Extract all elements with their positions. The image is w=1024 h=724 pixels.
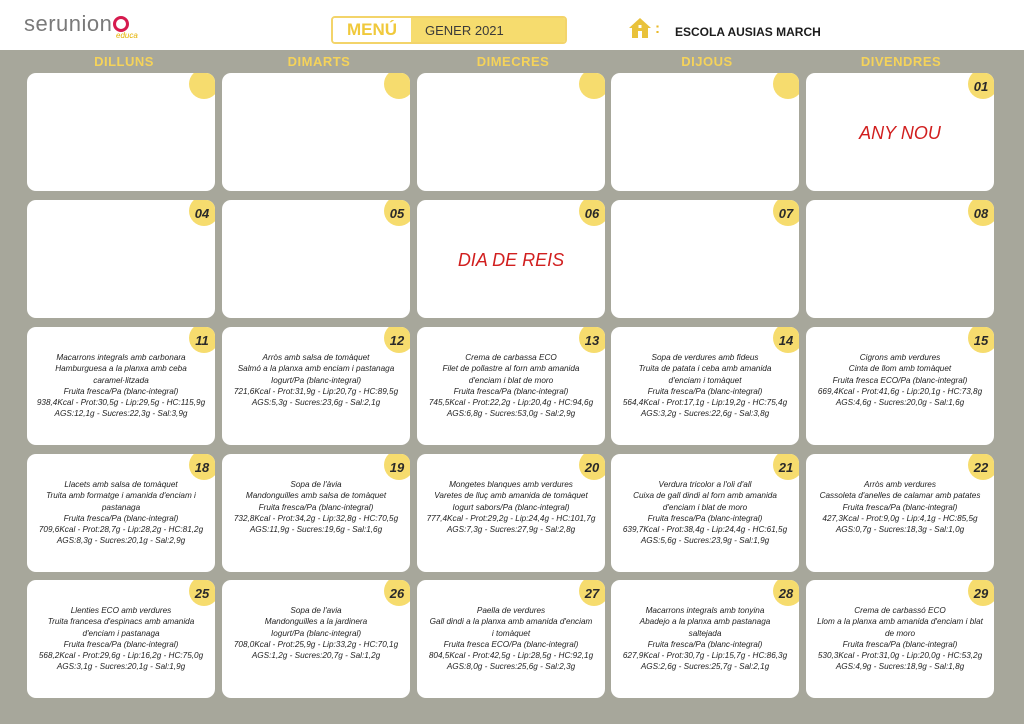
menu-line: AGS:3,1g - Sucres:20,1g - Sal:1,9g: [56, 662, 186, 672]
logo-mark-icon: [113, 16, 129, 32]
menu-line: 564,4Kcal - Prot:17,1g - Lip:19,2g - HC:75,4g: [622, 398, 788, 408]
day-number: 22: [973, 459, 989, 475]
menu-line: Llenties ECO amb verdures: [70, 606, 172, 615]
day-cell: [417, 580, 605, 698]
day-number-badge: [189, 200, 215, 226]
day-number: 01: [973, 78, 989, 94]
menu-line: AGS:5,3g - Sucres:23,6g - Sal:2,1g: [251, 398, 381, 408]
menu-line: Hamburguesa a la planxa amb ceba: [55, 364, 187, 374]
day-number-badge: [384, 580, 410, 606]
menu-line: de moro: [884, 628, 916, 638]
day-number-badge: [968, 200, 994, 226]
day-cell: [611, 454, 799, 572]
menu-text: [226, 479, 406, 535]
school-name: ESCOLA AUSIAS MARCH: [675, 25, 821, 39]
day-header-friday: DIVENDRES: [860, 54, 942, 69]
menu-line: Iogurt sabors/Pa (blanc-integral): [452, 502, 570, 512]
day-number-badge: [189, 73, 215, 99]
day-cell: [611, 327, 799, 445]
menu-line: Fruita fresca/Pa (blanc-integral): [842, 502, 958, 512]
menu-line: Mandonguilles amb salsa de tomàquet: [245, 491, 387, 501]
menu-line: Salmó a la planxa amb enciam i pastanaga: [237, 364, 395, 374]
menu-line: i tomàquet: [491, 628, 531, 638]
day-cell: [27, 200, 215, 318]
menu-line: Fruita fresca ECO/Pa (blanc-integral): [832, 375, 968, 385]
menu-line: d'enciam i blat de moro: [662, 502, 748, 512]
menu-text: [31, 479, 211, 547]
menu-line: Fruita fresca/Pa (blanc-integral): [842, 639, 958, 649]
menu-line: Crema de carbassó ECO: [854, 606, 946, 615]
menu-line: AGS:4,9g - Sucres:18,9g - Sal:1,8g: [835, 662, 965, 672]
menu-line: Abadejo a la planxa amb pastanaga: [639, 617, 771, 627]
menu-text: [810, 605, 990, 673]
day-header-thursday: DIJOUS: [681, 54, 733, 69]
menu-line: Macarrons integrals amb carbonara: [56, 353, 186, 362]
menu-line: Fruita fresca/Pa (blanc-integral): [258, 502, 374, 512]
menu-line: d'enciam i pastanaga: [82, 628, 160, 638]
day-number-badge: [579, 73, 605, 99]
day-number-badge: [579, 580, 605, 606]
day-number: 27: [584, 585, 600, 601]
menu-line: 721,6Kcal - Prot:31,9g - Lip:20,7g - HC:89,5g: [233, 386, 399, 396]
day-cell: [806, 580, 994, 698]
menu-line: pastanaga: [101, 502, 141, 512]
day-number: 05: [389, 205, 405, 221]
menu-line: Iogurt/Pa (blanc-integral): [270, 628, 362, 638]
menu-line: Filet de pollastre al forn amb amanida: [442, 364, 580, 374]
menu-line: saltejada: [688, 628, 722, 638]
day-number: 13: [584, 332, 600, 348]
menu-line: Fruita fresca ECO/Pa (blanc-integral): [443, 639, 579, 649]
day-cell: [222, 327, 410, 445]
day-cell: [27, 580, 215, 698]
day-number: 14: [778, 332, 794, 348]
day-number-badge: [384, 327, 410, 353]
menu-line: AGS:8,0g - Sucres:25,6g - Sal:2,3g: [446, 662, 576, 672]
menu-text: [615, 605, 795, 673]
menu-line: 777,4Kcal - Prot:29,2g - Lip:24,4g - HC:101,7g: [426, 513, 596, 523]
menu-line: 708,0Kcal - Prot:25,9g - Lip:33,2g - HC:70,1g: [233, 639, 399, 649]
day-cell: [806, 327, 994, 445]
day-number: 11: [195, 332, 209, 348]
menu-line: 627,9Kcal - Prot:30,7g - Lip:15,7g - HC:86,3g: [622, 651, 788, 661]
day-number: 07: [778, 205, 794, 221]
menu-line: AGS:5,6g - Sucres:23,9g - Sal:1,9g: [640, 536, 770, 546]
day-number-badge: [189, 454, 215, 480]
menu-text: [226, 605, 406, 661]
menu-line: AGS:3,2g - Sucres:22,6g - Sal:3,8g: [640, 409, 770, 419]
menu-text: [615, 352, 795, 420]
menu-line: 530,3Kcal - Prot:31,0g - Lip:20,0g - HC:53,2g: [817, 651, 983, 661]
menu-line: AGS:2,6g - Sucres:25,7g - Sal:2,1g: [640, 662, 770, 672]
menu-line: Crema de carbassa ECO: [465, 353, 557, 362]
day-number: 12: [389, 332, 405, 348]
menu-line: Sopa de l'avia: [290, 606, 342, 615]
menu-line: AGS:7,3g - Sucres:27,9g - Sal:2,8g: [446, 525, 576, 535]
menu-line: Fruita fresca/Pa (blanc-integral): [647, 639, 763, 649]
menu-line: Iogurt/Pa (blanc-integral): [270, 375, 362, 385]
day-number-badge: [968, 454, 994, 480]
day-number: 15: [973, 332, 989, 348]
menu-line: Sopa de l'àvia: [290, 480, 342, 489]
day-cell: [222, 73, 410, 191]
day-cell: [417, 200, 605, 318]
menu-line: Paella de verdures: [476, 606, 546, 615]
day-number-badge: [579, 454, 605, 480]
menu-line: AGS:6,8g - Sucres:53,0g - Sal:2,9g: [446, 409, 576, 419]
menu-line: Verdura tricolor a l'oli d'all: [658, 480, 752, 489]
day-cell: [417, 73, 605, 191]
menu-line: Truita amb formatge i amanida d'enciam i: [46, 491, 196, 501]
menu-line: 804,5Kcal - Prot:42,5g - Lip:28,5g - HC:92,1g: [428, 651, 594, 661]
day-header-wednesday: DIMECRES: [476, 54, 550, 69]
day-number-badge: [384, 73, 410, 99]
day-number-badge: [189, 580, 215, 606]
menu-line: Fruita fresca/Pa (blanc-integral): [63, 513, 179, 523]
serunion-logo: [24, 13, 138, 40]
day-number: 18: [194, 459, 210, 475]
holiday-label: ANY NOU: [859, 123, 941, 143]
menu-line: Fruita fresca/Pa (blanc-integral): [647, 386, 763, 396]
day-number: 28: [778, 585, 794, 601]
menu-line: 709,6Kcal - Prot:28,7g - Lip:28,2g - HC:81,2g: [38, 525, 204, 535]
menu-line: d'enciam i tomàquet: [668, 375, 742, 385]
day-number: 29: [973, 585, 989, 601]
logo-subtext: educa: [116, 31, 138, 40]
day-cell: [611, 200, 799, 318]
menu-line: AGS:12,1g - Sucres:22,3g - Sal:3,9g: [54, 409, 188, 419]
day-cell: [611, 580, 799, 698]
menu-line: Cassoleta d'anelles de calamar amb patates: [819, 491, 981, 501]
menu-line: AGS:11,9g - Sucres:19,6g - Sal:1,6g: [249, 525, 383, 535]
day-number-badge: [773, 200, 799, 226]
day-number: 26: [389, 585, 405, 601]
menu-text: [421, 479, 601, 535]
day-cell: [222, 200, 410, 318]
day-cell: [806, 454, 994, 572]
menu-text: [421, 605, 601, 673]
logo-text: serunion: [24, 11, 113, 36]
menu-text: [810, 479, 990, 535]
menu-line: AGS:0,7g - Sucres:18,3g - Sal:1,0g: [835, 525, 965, 535]
menu-line: Llacets amb salsa de tomàquet: [64, 480, 178, 489]
day-cell: [27, 73, 215, 191]
home-icon: [628, 17, 652, 39]
day-number-badge: [968, 73, 994, 99]
day-cell: [417, 454, 605, 572]
day-cell: [806, 200, 994, 318]
menu-text: [31, 605, 211, 673]
menu-text: [810, 352, 990, 408]
menu-line: Gall dindi a la planxa amb amanida d'enciam: [429, 617, 593, 627]
menu-line: Mongetes blanques amb verdures: [449, 480, 573, 489]
menu-line: Arròs amb verdures: [864, 480, 936, 489]
menu-text: [421, 352, 601, 420]
day-number: 08: [973, 205, 989, 221]
menu-line: Cuixa de gall dindi al forn amb amanida: [633, 491, 777, 501]
day-number-badge: [384, 200, 410, 226]
menu-line: Fruita fresca/Pa (blanc-integral): [63, 639, 179, 649]
menu-line: Fruita fresca/Pa (blanc-integral): [453, 386, 569, 396]
day-cell: [27, 454, 215, 572]
top-bar: [0, 0, 1024, 50]
menu-line: Macarrons integrals amb tonyina: [645, 606, 765, 615]
menu-label: MENÚ: [333, 18, 411, 42]
menu-line: 732,8Kcal - Prot:34,2g - Lip:32,8g - HC:70,5g: [233, 513, 399, 523]
menu-line: Truita de patata i ceba amb amanida: [638, 364, 772, 374]
menu-text: [31, 352, 211, 420]
day-number: 20: [584, 459, 600, 475]
menu-line: Cigrons amb verdures: [859, 353, 941, 362]
day-number-badge: [968, 580, 994, 606]
menu-line: AGS:8,3g - Sucres:20,1g - Sal:2,9g: [56, 536, 186, 546]
day-number-badge: [579, 327, 605, 353]
day-cell: [222, 454, 410, 572]
menu-line: Llom a la planxa amb amanida d'enciam i blat: [817, 617, 983, 627]
day-number-badge: [189, 327, 215, 353]
day-number: 25: [194, 585, 210, 601]
menu-line: 639,7Kcal - Prot:38,4g - Lip:24,4g - HC:61,5g: [622, 525, 788, 535]
menu-line: 938,4Kcal - Prot:30,5g - Lip:29,5g - HC:115,9g: [36, 398, 206, 408]
menu-line: Varetes de lluç amb amanida de tomàquet: [434, 491, 588, 501]
day-number: 19: [389, 459, 405, 475]
menu-title-box: [331, 16, 567, 44]
menu-line: 745,5Kcal - Prot:22,2g - Lip:20,4g - HC:94,6g: [428, 398, 594, 408]
menu-line: 568,2Kcal - Prot:29,6g - Lip:16,2g - HC:75,0g: [38, 651, 204, 661]
menu-line: Arròs amb salsa de tomàquet: [262, 353, 370, 362]
day-number-badge: [773, 454, 799, 480]
day-cell: [417, 327, 605, 445]
menu-line: Mandonguilles a la jardinera: [264, 617, 368, 627]
menu-line: 669,4Kcal - Prot:41,6g - Lip:20,1g - HC:73,8g: [817, 386, 983, 396]
day-cell: [27, 327, 215, 445]
menu-line: AGS:1,2g - Sucres:20,7g - Sal:1,2g: [251, 651, 381, 661]
menu-line: 427,3Kcal - Prot:9,0g - Lip:4,1g - HC:85,5g: [822, 513, 978, 523]
menu-month: GENER 2021: [411, 18, 565, 42]
day-header-tuesday: DIMARTS: [287, 54, 351, 69]
day-number-badge: [384, 454, 410, 480]
menu-line: Fruita fresca/Pa (blanc-integral): [63, 386, 179, 396]
day-cell: [222, 580, 410, 698]
menu-line: Fruita fresca/Pa (blanc-integral): [647, 513, 763, 523]
day-number-badge: [773, 73, 799, 99]
menu-line: Truita francesa d'espinacs amb amanida: [47, 617, 195, 627]
day-number: 04: [194, 205, 210, 221]
school-colon: :: [655, 20, 660, 37]
day-number: 21: [778, 459, 794, 475]
day-number-badge: [773, 580, 799, 606]
menu-line: d'enciam i blat de moro: [468, 375, 554, 385]
menu-line: Sopa de verdures amb fideus: [651, 353, 759, 362]
day-number-badge: [773, 327, 799, 353]
day-cell: [806, 73, 994, 191]
day-number: 06: [584, 205, 600, 221]
day-number-badge: [968, 327, 994, 353]
menu-text: [226, 352, 406, 408]
menu-line: caramel·litzada: [93, 375, 149, 385]
day-number-badge: [579, 200, 605, 226]
day-cell: [611, 73, 799, 191]
day-header-monday: DILLUNS: [94, 54, 154, 69]
holiday-label: DIA DE REIS: [457, 250, 565, 270]
menu-text: [615, 479, 795, 547]
menu-line: AGS:4,6g - Sucres:20,0g - Sal:1,6g: [835, 398, 965, 408]
menu-line: Cinta de llom amb tomàquet: [848, 364, 952, 374]
